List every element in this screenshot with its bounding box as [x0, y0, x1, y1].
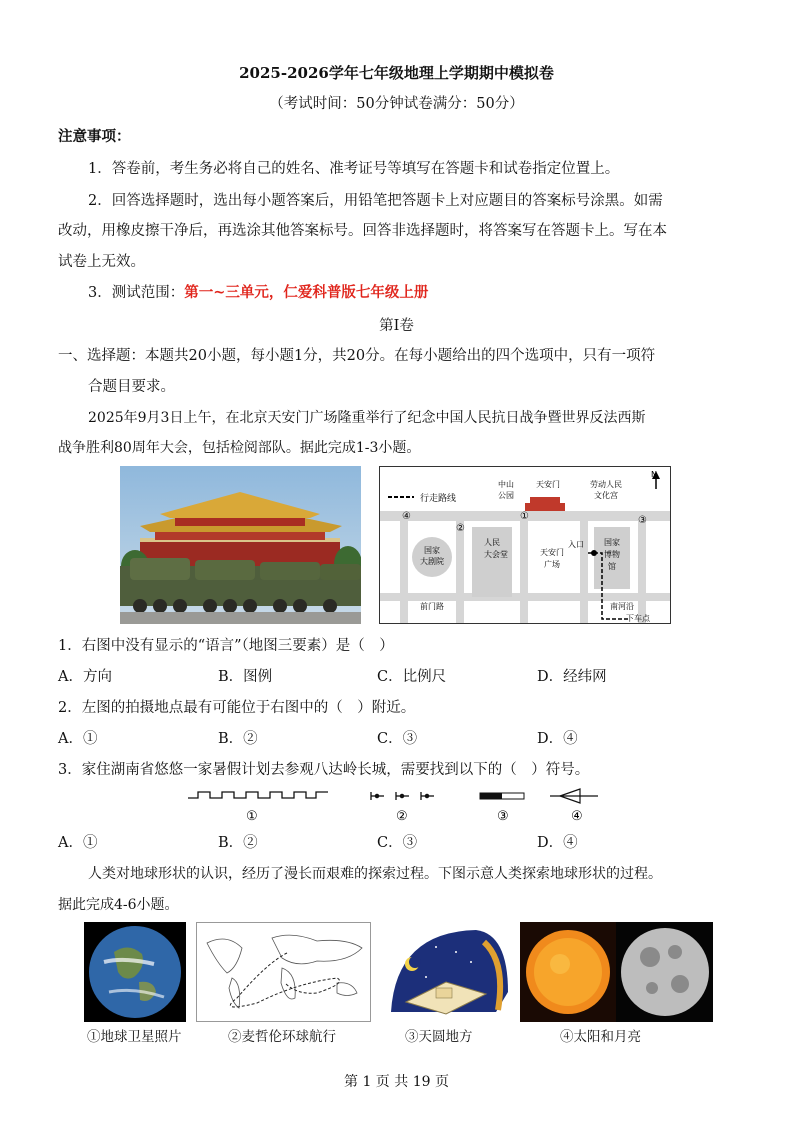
symbol-label-4: ④ [571, 809, 583, 824]
figure-caption-1: ①地球卫星照片 [87, 1029, 182, 1045]
section-heading-cont: 合题目要求。 [88, 379, 175, 395]
map-label-theatre-2: 大剧院 [420, 557, 444, 566]
symbol-label-1: ① [246, 809, 258, 824]
map-label-laodong-2: 文化宫 [594, 491, 618, 500]
note-item-2-cont: 改动，用橡皮擦干净后，再选涂其他答案标号。回答非选择题时，将答案写在答题卡上。写在本 [58, 223, 667, 239]
map-label-square-2: 广场 [544, 560, 560, 569]
note-item-3-label: 3．测试范围： [88, 285, 185, 301]
q2-option-b[interactable]: B．② [218, 731, 258, 747]
map-marker-1: ① [520, 511, 529, 522]
map-label-square-1: 天安门 [540, 548, 564, 557]
map-legend-label: 行走路线 [420, 494, 457, 504]
map-label-dropoff: 下车点 [626, 614, 650, 623]
figure-caption-3: ③天圆地方 [405, 1029, 473, 1045]
great-wall-symbol [188, 792, 328, 798]
map-symbols-row [188, 786, 608, 826]
earth-satellite-photo [84, 922, 186, 1022]
page-number: 第 1 页 共 19 页 [344, 1074, 449, 1090]
note-item-3 [88, 283, 428, 303]
q2-option-c[interactable]: C．③ [377, 731, 418, 747]
note-item-1: 1．答卷前，考生务必将自己的姓名、准考证号等填写在答题卡和试卷指定位置上。 [88, 161, 620, 177]
north-arrow-icon: N [651, 470, 657, 479]
q3-option-a[interactable]: A．① [58, 835, 98, 851]
map-label-museum-3: 馆 [608, 562, 616, 571]
symbol-label-2: ② [396, 809, 408, 824]
railway-symbol [480, 793, 524, 799]
section-heading: 一、选择题：本题共20小题，每小题1分，共20分。在每小题给出的四个选项中，只有一项符 [58, 348, 656, 364]
map-label-theatre-1: 国家 [424, 546, 440, 555]
figure-caption-2: ②麦哲伦环球航行 [228, 1029, 336, 1045]
q1-option-c[interactable]: C．比例尺 [377, 669, 447, 685]
map-label-hall-1: 人民 [484, 538, 500, 547]
q1-stem: 1．右图中没有显示的“语言”（地图三要素）是（ ） [58, 638, 394, 654]
exam-subtitle: （考试时间：50分钟试卷满分：50分） [269, 96, 524, 112]
q1-option-b[interactable]: B．图例 [218, 669, 273, 685]
q2-option-d[interactable]: D．④ [537, 731, 578, 747]
sun-and-moon-photo [520, 922, 713, 1022]
map-label-hall-2: 大会堂 [484, 550, 508, 559]
q3-option-d[interactable]: D．④ [537, 835, 578, 851]
map-label-tiananmen: 天安门 [536, 480, 560, 489]
q2-option-a[interactable]: A．① [58, 731, 98, 747]
passage-2: 人类对地球形状的认识，经历了漫长而艰难的探索过程。下图示意人类探索地球形状的过程。 [88, 866, 662, 882]
passage-1: 2025年9月3日上午，在北京天安门广场隆重举行了纪念中国人民抗日战争暨世界反法西斯 [88, 410, 646, 426]
q3-option-b[interactable]: B．② [218, 835, 258, 851]
map-label-museum-1: 国家 [604, 538, 620, 547]
note-item-2: 2．回答选择题时，选出每小题答案后，用铅笔把答题卡上对应题目的答案标号涂黑。如需 [88, 193, 663, 209]
map-label-laodong-1: 劳动人民 [590, 480, 622, 489]
symbol-label-3: ③ [497, 809, 509, 824]
part-label: 第Ⅰ卷 [379, 318, 414, 334]
passage-2-cont: 据此完成4-6小题。 [58, 897, 179, 913]
magellan-route-map [196, 922, 371, 1022]
airport-symbol [550, 789, 598, 803]
figure-caption-4: ④太阳和月亮 [560, 1029, 641, 1045]
q1-option-d[interactable]: D．经纬网 [537, 669, 607, 685]
boundary-symbol [371, 792, 434, 800]
round-sky-square-earth-figure [386, 922, 511, 1022]
map-label-zhongshan-1: 中山 [498, 480, 514, 489]
map-label-qianmen: 前门路 [420, 602, 444, 611]
exam-title: 2025-2026学年七年级地理上学期期中模拟卷 [239, 64, 554, 82]
note-item-2-end: 试卷上无效。 [58, 254, 145, 270]
passage-1-cont: 战争胜利80周年大会，包括检阅部队。据此完成1-3小题。 [58, 440, 421, 456]
map-marker-3: ③ [638, 515, 647, 526]
tiananmen-map [379, 466, 671, 624]
q1-option-a[interactable]: A．方向 [58, 669, 112, 685]
map-label-museum-2: 博物 [604, 550, 620, 559]
q3-option-c[interactable]: C．③ [377, 835, 418, 851]
parade-photo [120, 466, 361, 624]
map-label-entrance: 入口 [568, 540, 584, 549]
test-scope: 第一~三单元，仁爱科普版七年级上册 [184, 284, 429, 301]
map-marker-4: ④ [402, 511, 411, 522]
map-label-zhongshan-2: 公园 [498, 491, 514, 500]
q2-stem: 2．左图的拍摄地点最有可能位于右图中的（ ）附近。 [58, 700, 416, 716]
map-marker-2: ② [456, 523, 465, 534]
q3-stem: 3．家住湖南省悠悠一家暑假计划去参观八达岭长城，需要找到以下的（ ）符号。 [58, 762, 590, 778]
notes-heading: 注意事项： [58, 128, 131, 145]
map-label-nanheyan: 南河沿 [610, 602, 634, 611]
